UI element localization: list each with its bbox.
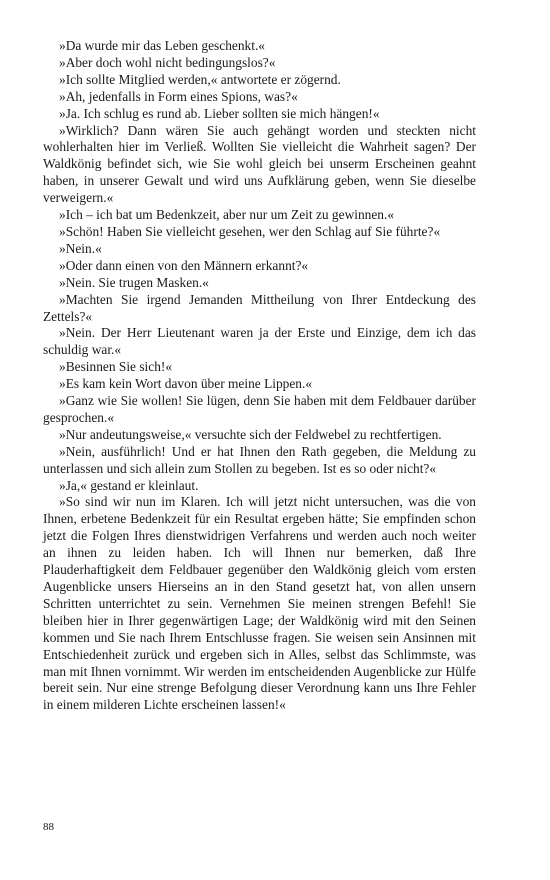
paragraph: »Ah, jedenfalls in Form eines Spions, was?«	[59, 88, 298, 104]
paragraph: »Ja,« gestand er kleinlaut.	[59, 477, 199, 493]
paragraph: »Ja. Ich schlug es rund ab. Lieber sollten sie mich hängen!«	[59, 105, 380, 121]
paragraph: »Nein. Sie trugen Masken.«	[59, 274, 209, 290]
paragraph: »Es kam kein Wort davon über meine Lippen.«	[59, 376, 313, 392]
paragraph: »Nein. Der Herr Lieutenant waren ja der Erste und Einzige, dem ich das schuldig war.«	[43, 325, 476, 358]
paragraph: »So sind wir nun im Klaren. Ich will jetzt nicht untersuchen, was die von Ihnen, erbetene Bedenkzeit für ein Resultat ergeben hätte; Sie empfinden schon jetzt die Folgen Ihres dienstwidrigen Verfahrens und werden auch noch weiter an ihnen zu leiden haben. Ich will Ihnen nur bemerken, daß Ihre Plauderhaftigkeit dem Feldbauer gegenüber den Waldkönig gleich vom ersten Augenblicke unsers Hierseins an in den Stand gesetzt hat, von allen unsern Schritten unterrichtet zu sein. Vernehmen Sie meinen strengen Befehl! Sie bleiben hier in Ihrer gegenwärtigen Lage; der Waldkönig wird mit den Seinen kommen und Sie nach Ihrem Entschlusse fragen. Sie weisen sein Ansinnen mit Entschiedenheit zurück und ergeben sich in Alles, selbst das Schlimmste, was man mit Ihnen vornimmt. Wir werden im entscheidenden Augenblicke zur Hülfe bereit sein. Nur eine strenge Befolgung dieser Verordnung kann uns Ihre Fehler in einem milderen Lichte erscheinen lassen!«	[43, 494, 476, 713]
paragraph: »Besinnen Sie sich!«	[59, 359, 173, 375]
paragraph: »Nur andeutungsweise,« versuchte sich der Feldwebel zu rechtfertigen.	[59, 426, 442, 442]
paragraph: »Nein.«	[59, 240, 102, 256]
paragraph: »Ich sollte Mitglied werden,« antwortete er zögernd.	[59, 71, 341, 87]
paragraph: »Ganz wie Sie wollen! Sie lügen, denn Sie haben mit dem Feldbauer darüber gesprochen.«	[43, 393, 476, 425]
paragraph: »Oder dann einen von den Männern erkannt?«	[59, 257, 309, 273]
paragraph: »Da wurde mir das Leben geschenkt.«	[59, 38, 265, 53]
paragraph: »Aber doch wohl nicht bedingungslos?«	[59, 54, 276, 70]
paragraph: »Schön! Haben Sie vielleicht gesehen, wer den Schlag auf Sie führte?«	[59, 223, 441, 239]
paragraph: »Nein, ausführlich! Und er hat Ihnen den Rath gegeben, die Meldung zu unterlassen und sich allein zum Stollen zu begeben. Ist es so oder nicht?«	[43, 443, 476, 476]
paragraph: »Machten Sie irgend Jemanden Mittheilung von Ihrer Entdeckung des Zettels?«	[43, 291, 476, 324]
page-number: 88	[43, 821, 54, 833]
paragraph: »Wirklich? Dann wären Sie auch gehängt worden und steckten nicht wohlerhalten hier im Verließ. Wollten Sie vielleicht die Wahrheit sagen? Der Waldkönig befindet sich, wie Sie wohl gleich bei unserm Erscheinen geahnt haben, in unserer Gewalt und wird uns Aufklärung geben, wenn Sie dieselbe verweigern.«	[43, 122, 476, 206]
paragraph: »Ich – ich bat um Bedenkzeit, aber nur um Zeit zu gewinnen.«	[59, 207, 395, 223]
page-text	[43, 38, 476, 714]
